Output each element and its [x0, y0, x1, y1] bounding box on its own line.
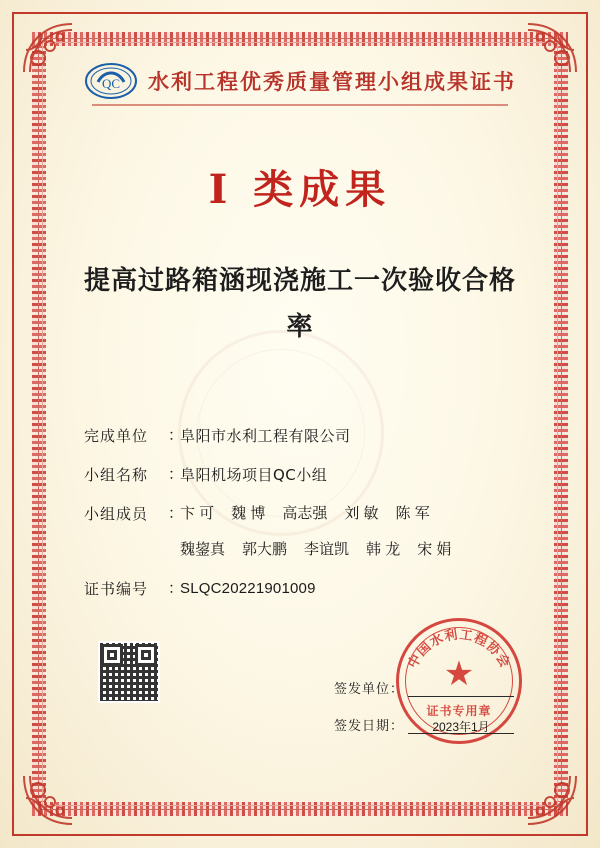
- field-value-team: 阜阳机场项目QC小组: [180, 466, 328, 484]
- field-colon: ：: [168, 580, 184, 597]
- member-name: 魏鋆真: [180, 541, 226, 558]
- field-colon: ：: [168, 427, 184, 444]
- fields-block: [84, 425, 530, 617]
- members-row-2: [180, 539, 451, 561]
- field-colon: ：: [168, 505, 184, 522]
- field-colon: ：: [168, 466, 184, 483]
- member-name: 高志强: [282, 505, 328, 522]
- qr-code-pattern: [100, 643, 158, 701]
- sign-unit-row: [334, 678, 514, 697]
- sign-unit-value: [408, 681, 514, 697]
- member-name: 魏 博: [231, 505, 266, 522]
- sign-date-row: [334, 715, 514, 734]
- seal-sub-label: 证书专用章: [426, 704, 492, 718]
- sign-unit-label: 签发单位：: [334, 682, 405, 697]
- achievement-title: 提高过路箱涵现浇施工一次验收合格率: [83, 266, 516, 342]
- association-logo-icon: [84, 62, 138, 100]
- field-label-cert-no: 证书编号: [84, 580, 149, 598]
- field-label-unit: 完成单位: [84, 427, 149, 445]
- qr-code[interactable]: [98, 641, 160, 703]
- field-row-cert-no: [84, 578, 530, 600]
- corner-ornament-icon: [20, 772, 76, 828]
- corner-ornament-icon: [524, 772, 580, 828]
- certificate-header: [0, 62, 600, 100]
- member-name: 刘 敏: [344, 505, 379, 522]
- member-name: 卞 可: [180, 505, 215, 522]
- field-value-cert-no: SLQC20221901009: [180, 580, 316, 597]
- member-name: 韩 龙: [366, 541, 401, 558]
- members-row-1: [180, 503, 451, 525]
- sign-date-value: 2023年1月: [408, 718, 514, 734]
- field-label-team: 小组名称: [84, 466, 149, 484]
- member-name: 宋 娟: [417, 541, 452, 558]
- member-name: 郭大鹏: [242, 541, 288, 558]
- field-row-members: [84, 503, 530, 561]
- svg-text:QC: QC: [101, 76, 121, 91]
- field-value-unit: 阜阳市水利工程有限公司: [180, 427, 351, 445]
- member-name: 陈 军: [395, 505, 430, 522]
- members-list: [180, 503, 451, 561]
- seal-arc-label: 中国水利工程协会: [405, 627, 513, 671]
- header-title: 水利工程优秀质量管理小组成果证书: [148, 69, 516, 94]
- header-divider: [92, 104, 508, 106]
- field-row-team: [84, 464, 530, 486]
- signature-block: [334, 678, 514, 752]
- field-label-members: 小组成员: [84, 505, 149, 523]
- seal-star-icon: ★: [443, 654, 475, 693]
- sign-date-label: 签发日期：: [334, 719, 405, 734]
- grade-label: I 类成果: [208, 166, 392, 213]
- member-name: 李谊凯: [304, 541, 350, 558]
- field-row-unit: [84, 425, 530, 447]
